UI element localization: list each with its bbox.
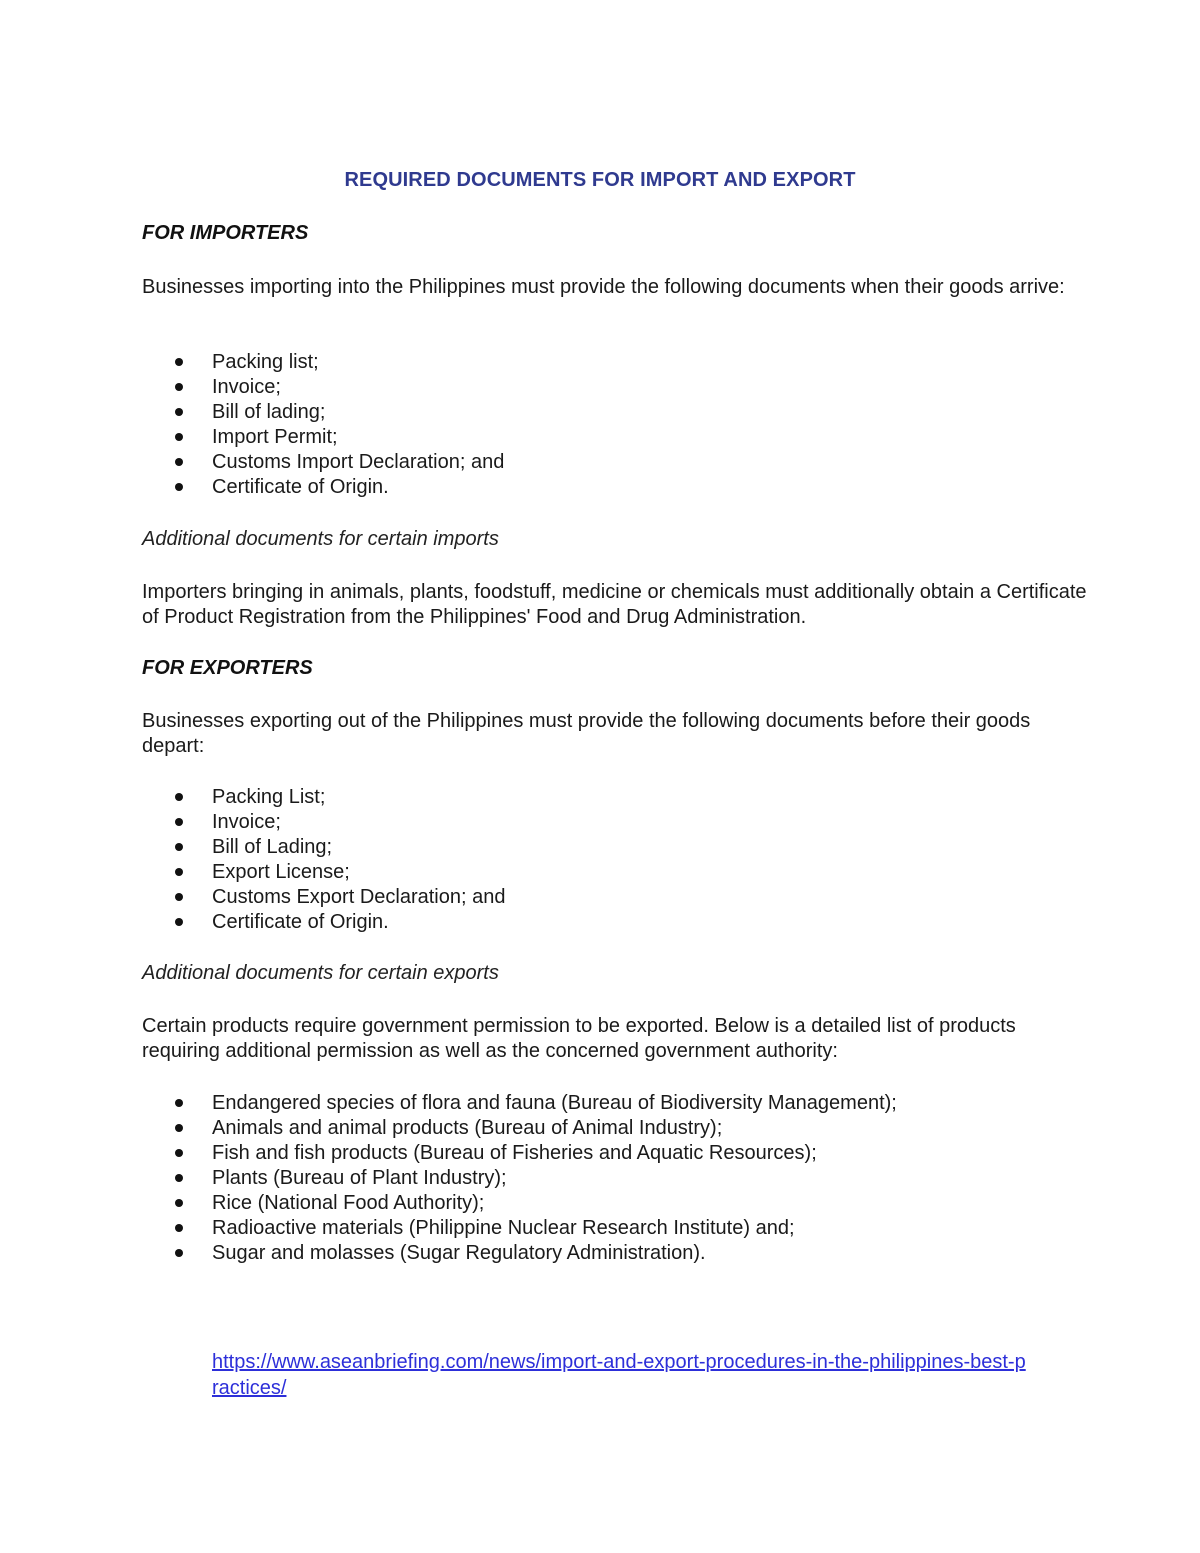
list-item: Bill of lading; <box>142 400 1102 425</box>
importers-intro: Businesses importing into the Philippines must provide the following documents when their goods arrive: <box>142 276 1065 298</box>
importers-document-list <box>142 350 1102 500</box>
list-item: Animals and animal products (Bureau of Animal Industry); <box>142 1116 1102 1141</box>
list-item: Invoice; <box>142 810 1102 835</box>
source-link[interactable]: https://www.aseanbriefing.com/news/import-and-export-procedures-in-the-philippines-best-practices/ <box>212 1351 1026 1399</box>
list-item: Packing list; <box>142 350 1102 375</box>
bullet-icon <box>175 1149 183 1157</box>
bullet-icon <box>175 1199 183 1207</box>
bullet-icon <box>175 458 183 466</box>
bullet-icon <box>175 793 183 801</box>
bullet-icon <box>175 358 183 366</box>
bullet-icon <box>175 1099 183 1107</box>
bullet-icon <box>175 893 183 901</box>
list-item: Sugar and molasses (Sugar Regulatory Administration). <box>142 1241 1102 1266</box>
bullet-icon <box>175 1249 183 1257</box>
bullet-icon <box>175 433 183 441</box>
bullet-icon <box>175 408 183 416</box>
list-item: Certificate of Origin. <box>142 910 1102 935</box>
list-item: Export License; <box>142 860 1102 885</box>
exporters-document-list <box>142 785 1102 935</box>
bullet-icon <box>175 483 183 491</box>
list-item: Packing List; <box>142 785 1102 810</box>
list-item: Customs Export Declaration; and <box>142 885 1102 910</box>
bullet-icon <box>175 818 183 826</box>
importers-heading: FOR IMPORTERS <box>142 222 309 244</box>
permission-products-list <box>142 1091 1102 1266</box>
list-item: Rice (National Food Authority); <box>142 1191 1102 1216</box>
list-item: Plants (Bureau of Plant Industry); <box>142 1166 1102 1191</box>
list-item: Invoice; <box>142 375 1102 400</box>
bullet-icon <box>175 868 183 876</box>
document-title: REQUIRED DOCUMENTS FOR IMPORT AND EXPORT <box>344 169 856 191</box>
bullet-icon <box>175 383 183 391</box>
list-item: Bill of Lading; <box>142 835 1102 860</box>
exports-additional-text: Certain products require government permission to be exported. Below is a detailed list of products requiring additional permission as well as the concerned government authority: <box>142 1015 1016 1062</box>
imports-additional-text: Importers bringing in animals, plants, foodstuff, medicine or chemicals must additionally obtain a Certificate of Product Registration from the Philippines' Food and Drug Administration. <box>142 581 1087 628</box>
bullet-icon <box>175 1224 183 1232</box>
list-item: Customs Import Declaration; and <box>142 450 1102 475</box>
exporters-intro: Businesses exporting out of the Philippines must provide the following documents before their goods depart: <box>142 710 1031 757</box>
bullet-icon <box>175 918 183 926</box>
list-item: Endangered species of flora and fauna (Bureau of Biodiversity Management); <box>142 1091 1102 1116</box>
list-item: Fish and fish products (Bureau of Fisheries and Aquatic Resources); <box>142 1141 1102 1166</box>
bullet-icon <box>175 1174 183 1182</box>
list-item: Certificate of Origin. <box>142 475 1102 500</box>
exporters-heading: FOR EXPORTERS <box>142 657 313 679</box>
bullet-icon <box>175 843 183 851</box>
exports-additional-heading: Additional documents for certain exports <box>142 962 499 984</box>
bullet-icon <box>175 1124 183 1132</box>
list-item: Import Permit; <box>142 425 1102 450</box>
list-item: Radioactive materials (Philippine Nuclear Research Institute) and; <box>142 1216 1102 1241</box>
imports-additional-heading: Additional documents for certain imports <box>142 528 499 550</box>
